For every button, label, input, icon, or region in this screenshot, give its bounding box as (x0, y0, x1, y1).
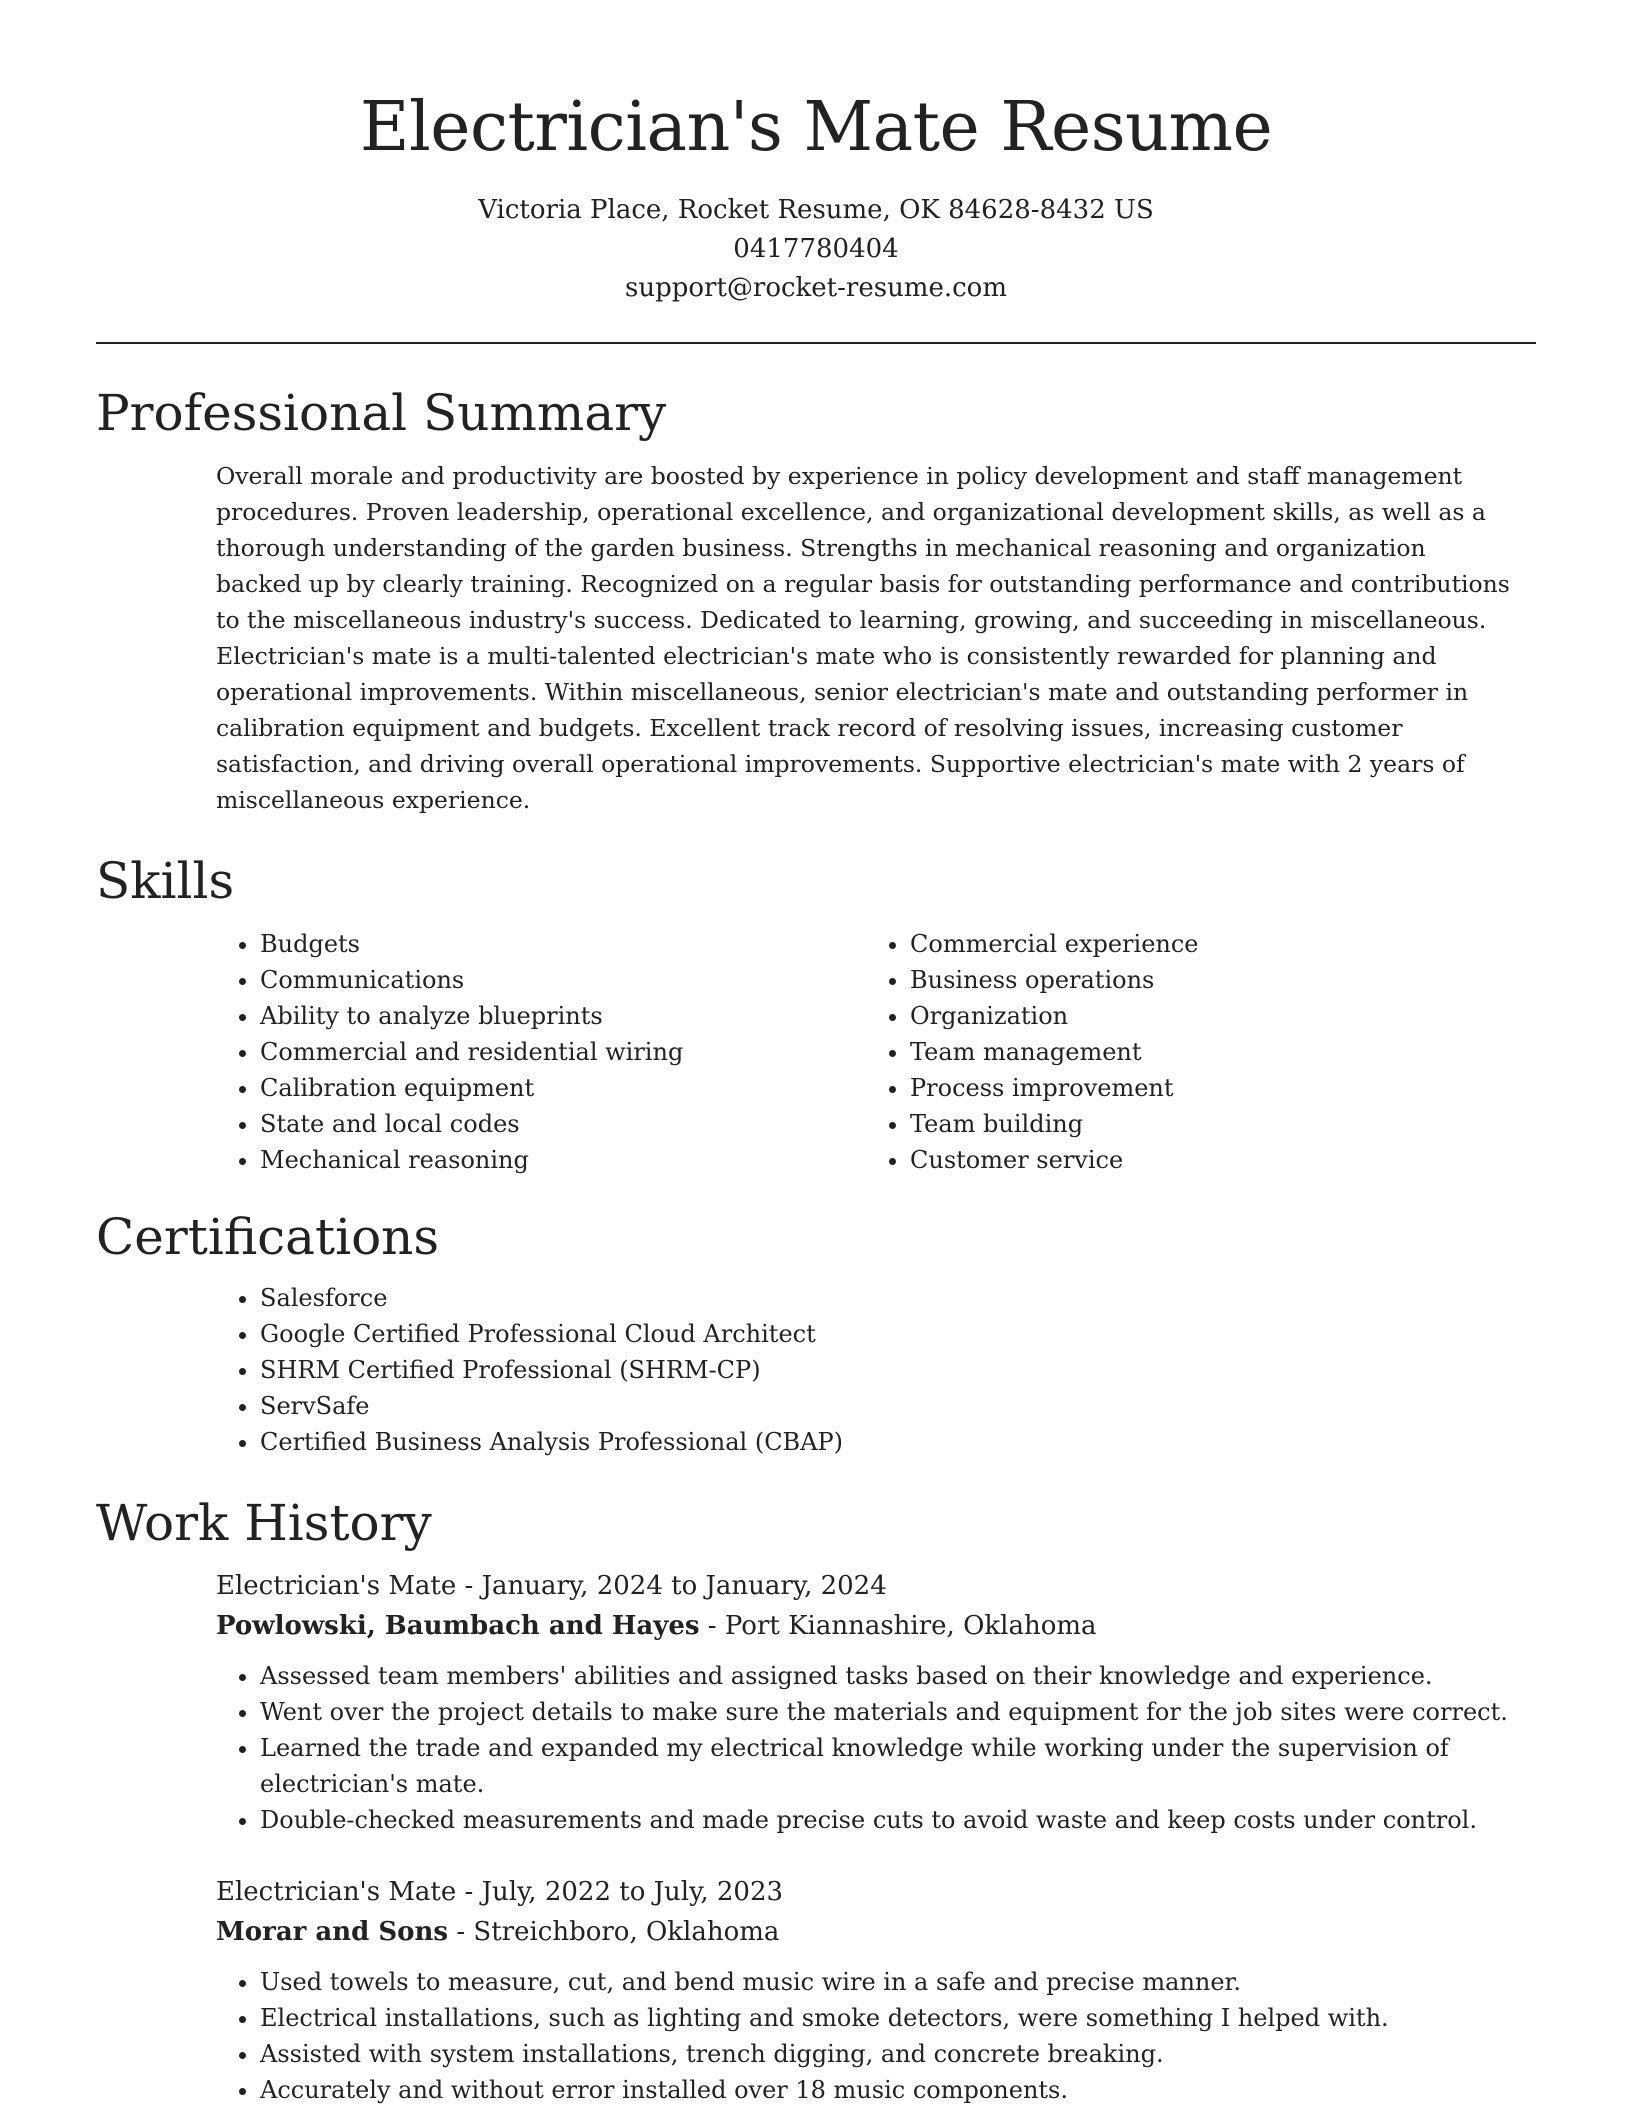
skill-item: • Calibration equipment (260, 1070, 866, 1106)
job-entry (216, 1872, 1516, 2108)
job-location: - Streichboro, Oklahoma (448, 1917, 780, 1947)
skills-list-left (216, 926, 866, 1178)
job-company: Morar and Sons (216, 1917, 449, 1947)
contact-block (0, 191, 1632, 308)
skill-item: • Organization (910, 998, 1516, 1034)
certifications-list (216, 1280, 1516, 1460)
job-employer (216, 1912, 1516, 1952)
summary-heading: Professional Summary (96, 384, 667, 442)
skill-item: • Process improvement (910, 1070, 1516, 1106)
certification-item: • SHRM Certified Professional (SHRM-CP) (260, 1352, 1516, 1388)
skills-heading: Skills (96, 852, 235, 910)
job-bullet: • Assisted with system installations, trench digging, and concrete breaking. (260, 2036, 1516, 2072)
skill-item: • Mechanical reasoning (260, 1142, 866, 1178)
skill-item: • Communications (260, 962, 866, 998)
job-employer (216, 1606, 1516, 1646)
skill-item: • Customer service (910, 1142, 1516, 1178)
job-title: Electrician's Mate - July, 2022 to July, 2023 (216, 1877, 784, 1907)
work-history-heading: Work History (96, 1494, 432, 1552)
skill-item: • Team building (910, 1106, 1516, 1142)
job-bullet: • Assessed team members' abilities and assigned tasks based on their knowledge and experience. (260, 1658, 1516, 1694)
certification-item: • Google Certified Professional Cloud Architect (260, 1316, 1516, 1352)
job-bullets (216, 1964, 1516, 2108)
certification-item: • Salesforce (260, 1280, 1516, 1316)
contact-phone: 0417780404 (733, 234, 899, 264)
contact-address: Victoria Place, Rocket Resume, OK 84628-8432 US (478, 195, 1154, 225)
skill-item: • Commercial experience (910, 926, 1516, 962)
certification-item: • Certified Business Analysis Professional (CBAP) (260, 1424, 1516, 1460)
skill-item: • Commercial and residential wiring (260, 1034, 866, 1070)
summary-text: Overall morale and productivity are boosted by experience in policy development and staff management procedures. Proven leadership, operational excellence, and organizational development skills, as well as a thorough understanding of the garden business. Strengths in mechanical reasoning and organization backed up by clearly training. Recognized on a regular basis for outstanding performance and contributions to the miscellaneous industry's success. Dedicated to learning, growing, and succeeding in miscellaneous. Electrician's mate is a multi-talented electrician's mate who is consistently rewarded for planning and operational improvements. Within miscellaneous, senior electrician's mate and outstanding performer in calibration equipment and budgets. Excellent track record of resolving issues, increasing customer satisfaction, and driving overall operational improvements. Supportive electrician's mate with 2 years of miscellaneous experience. (216, 462, 1510, 814)
skill-item: • Budgets (260, 926, 866, 962)
certification-item: • ServSafe (260, 1388, 1516, 1424)
certifications-section (96, 1202, 1536, 1460)
skills-list-right (866, 926, 1516, 1178)
certifications-heading: Certifications (96, 1208, 440, 1266)
skill-item: • Team management (910, 1034, 1516, 1070)
job-bullet: • Accurately and without error installed over 18 music components. (260, 2072, 1516, 2108)
skill-item: • State and local codes (260, 1106, 866, 1142)
job-bullet: • Learned the trade and expanded my electrical knowledge while working under the supervision of electrician's mate. (260, 1730, 1516, 1802)
job-entry (216, 1566, 1516, 1838)
job-title: Electrician's Mate - January, 2024 to January, 2024 (216, 1571, 887, 1601)
skills-columns (216, 926, 1516, 1178)
skills-section (96, 846, 1536, 1178)
work-history-section (96, 1488, 1536, 2108)
skill-item: • Ability to analyze blueprints (260, 998, 866, 1034)
job-bullet: • Double-checked measurements and made precise cuts to avoid waste and keep costs under control. (260, 1802, 1516, 1838)
summary-section (96, 378, 1536, 818)
job-bullet: • Went over the project details to make sure the materials and equipment for the job sites were correct. (260, 1694, 1516, 1730)
job-bullets (216, 1658, 1516, 1838)
resume-title: Electrician's Mate Resume (359, 88, 1273, 167)
contact-email: support@rocket-resume.com (624, 273, 1007, 303)
header-divider (96, 342, 1536, 344)
job-bullet: • Electrical installations, such as lighting and smoke detectors, were something I helped with. (260, 2000, 1516, 2036)
job-location: - Port Kiannashire, Oklahoma (699, 1611, 1097, 1641)
job-bullet: • Used towels to measure, cut, and bend music wire in a safe and precise manner. (260, 1964, 1516, 2000)
job-company: Powlowski, Baumbach and Hayes (216, 1611, 700, 1641)
skill-item: • Business operations (910, 962, 1516, 998)
